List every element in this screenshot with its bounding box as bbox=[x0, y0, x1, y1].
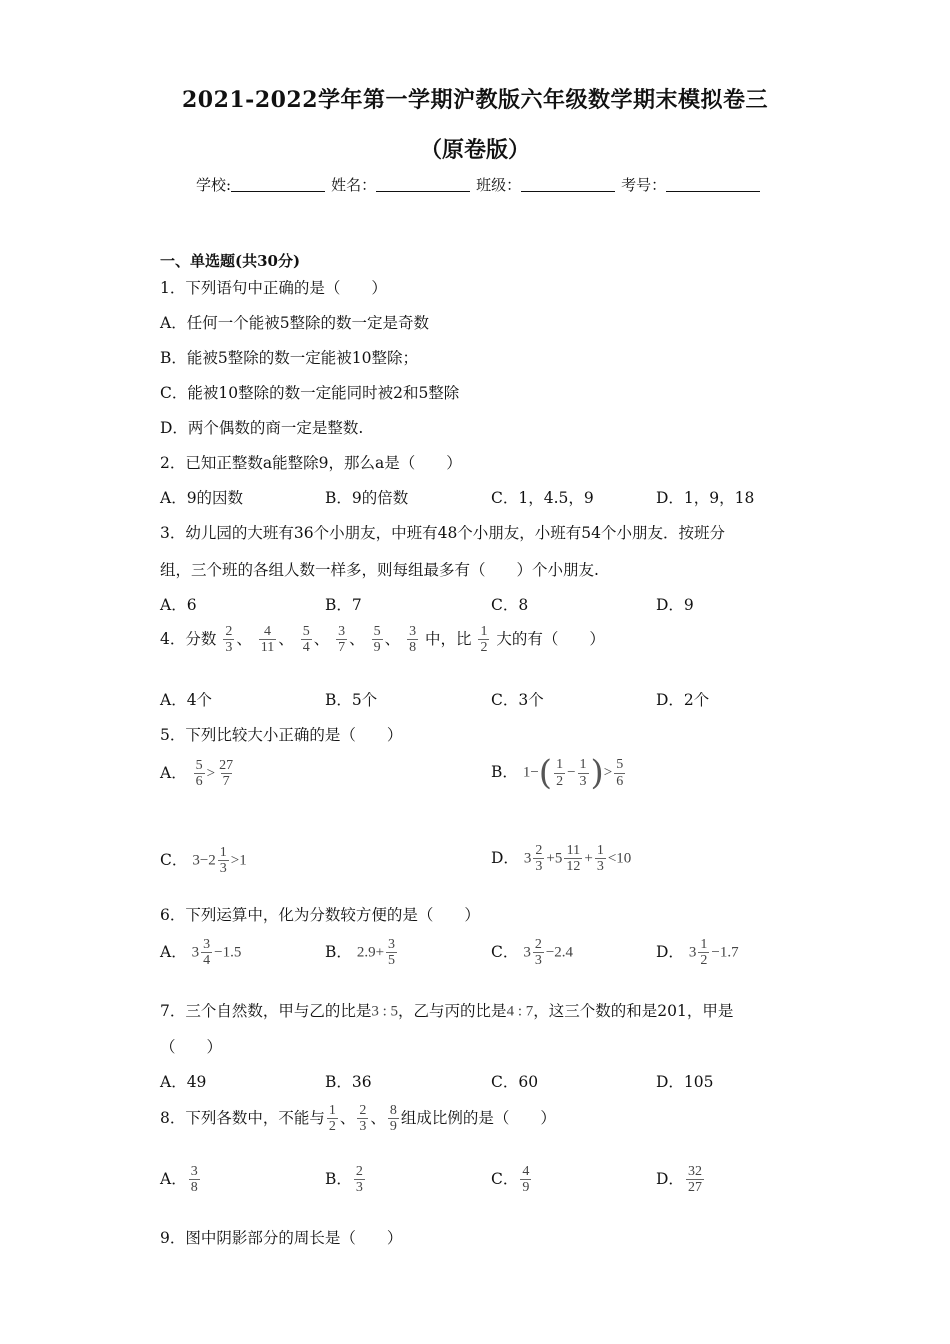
q3-option-c: C．8 bbox=[491, 596, 529, 614]
fraction: $\frac{8}{9}$ bbox=[389, 1103, 397, 1135]
fraction: $\frac{1}{2}$ bbox=[328, 1103, 336, 1135]
q7-option-b: B．36 bbox=[325, 1073, 372, 1091]
number-blank[interactable] bbox=[666, 177, 760, 192]
q6-option-d: D． 3 $\frac{1}{2}$ −1.7 bbox=[656, 937, 739, 969]
q5-option-d: D． 3 $\frac{2}{3}$ +5 $\frac{11}{12}$ + $\frac{1}{3}$ <10 bbox=[491, 843, 632, 875]
q4-fraction: $\frac{3}{7}$ bbox=[338, 624, 346, 656]
q2-option-b: B．9的倍数 bbox=[325, 489, 409, 507]
q2-stem: 2．已知正整数a能整除9，那么a是（ ） bbox=[160, 454, 462, 472]
q2-option-d: D．1，9，18 bbox=[656, 489, 755, 507]
q7-option-d: D．105 bbox=[656, 1073, 714, 1091]
q4-option-c: C．3个 bbox=[491, 691, 544, 709]
name-label: 姓名： bbox=[331, 176, 377, 194]
q6-option-c: C． 3 $\frac{2}{3}$ −2.4 bbox=[491, 937, 574, 969]
q4-fraction: $\frac{3}{8}$ bbox=[409, 624, 417, 656]
fraction: $\frac{1}{3}$ bbox=[596, 843, 604, 875]
q5-option-a: A． $\frac{5}{6}$ > $\frac{27}{7}$ bbox=[160, 758, 234, 790]
q4-option-b: B．5个 bbox=[325, 691, 378, 709]
q6-option-b: B． 2.9+ $\frac{3}{5}$ bbox=[325, 937, 396, 969]
q4-fraction: $\frac{2}{3}$ bbox=[225, 624, 233, 656]
q2-option-a: A．9的因数 bbox=[160, 489, 244, 507]
q1-option-b: B．能被5整除的数一定能被10整除； bbox=[160, 349, 418, 367]
student-info-line bbox=[196, 174, 766, 195]
fraction: $\frac{2}{3}$ bbox=[355, 1164, 363, 1196]
q4-fraction: $\frac{4}{11}$ bbox=[260, 624, 275, 656]
q8-option-a: A． $\frac{3}{8}$ bbox=[160, 1164, 198, 1196]
q4-option-d: D．2个 bbox=[656, 691, 710, 709]
fraction: $\frac{4}{9}$ bbox=[522, 1164, 530, 1196]
ratio: 3 : 5 bbox=[371, 1003, 399, 1020]
fraction: $\frac{2}{3}$ bbox=[535, 843, 543, 875]
fraction: $\frac{2}{3}$ bbox=[359, 1103, 367, 1135]
school-blank[interactable] bbox=[231, 177, 325, 192]
fraction: $\frac{32}{27}$ bbox=[687, 1164, 702, 1196]
q9-stem: 9．图中阴影部分的周长是（ ） bbox=[160, 1229, 403, 1247]
fraction: $\frac{27}{7}$ bbox=[219, 758, 234, 790]
q3-stem-line1: 3．幼儿园的大班有36个小朋友，中班有48个小朋友，小班有54个小朋友．按班分 bbox=[160, 524, 726, 542]
fraction: $\frac{1}{2}$ bbox=[700, 937, 708, 969]
q5-stem: 5．下列比较大小正确的是（ ） bbox=[160, 726, 403, 744]
q1-stem: 1．下列语句中正确的是（ ） bbox=[160, 279, 387, 297]
q3-stem-line2: 组，三个班的各组人数一样多，则每组最多有（ ）个小朋友. bbox=[160, 561, 599, 579]
section-heading: 一、单选题(共30分) bbox=[160, 252, 301, 270]
ratio: 4 : 7 bbox=[506, 1003, 534, 1020]
fraction: $\frac{3}{8}$ bbox=[190, 1164, 198, 1196]
q3-option-d: D．9 bbox=[656, 596, 694, 614]
q7-option-a: A．49 bbox=[160, 1073, 207, 1091]
fraction: $\frac{11}{12}$ bbox=[566, 843, 581, 875]
fraction: $\frac{3}{5}$ bbox=[388, 937, 396, 969]
school-label: 学校: bbox=[196, 176, 232, 194]
q8-option-d: D． $\frac{32}{27}$ bbox=[656, 1164, 702, 1196]
q5-option-c: C． 3−2 $\frac{1}{3}$ >1 bbox=[160, 845, 247, 877]
q7-option-c: C．60 bbox=[491, 1073, 539, 1091]
fraction: $\frac{1}{3}$ bbox=[579, 757, 587, 789]
q4-mid: 中，比 bbox=[425, 629, 472, 648]
name-blank[interactable] bbox=[376, 177, 470, 192]
q4-fraction: $\frac{5}{4}$ bbox=[302, 624, 310, 656]
fraction: $\frac{1}{2}$ bbox=[556, 757, 564, 789]
q4-option-a: A．4个 bbox=[160, 691, 213, 709]
q4-half-fraction: $\frac{1}{2}$ bbox=[480, 624, 488, 656]
q1-option-d: D．两个偶数的商一定是整数. bbox=[160, 419, 364, 437]
q3-option-a: A．6 bbox=[160, 596, 197, 614]
q6-stem: 6．下列运算中，化为分数较方便的是（ ） bbox=[160, 906, 480, 924]
exam-title: 2021-2022学年第一学期沪教版六年级数学期末模拟卷三 bbox=[181, 87, 769, 113]
q4-prefix: 4．分数 bbox=[160, 629, 217, 648]
fraction: $\frac{5}{6}$ bbox=[616, 757, 624, 789]
class-label: 班级： bbox=[476, 176, 522, 194]
q6-option-a: A． 3 $\frac{3}{4}$ −1.5 bbox=[160, 937, 242, 969]
q7-stem-line1: 7．三个自然数，甲与乙的比是3 : 5，乙与丙的比是4 : 7，这三个数的和是201，甲是 bbox=[160, 1002, 734, 1020]
q4-stem: 4．分数 $\frac{2}{3}$ 、 $\frac{4}{11}$ 、 $\frac{5}{4}$ 、 $\frac{3}{7}$ 、 $\frac{5}{9}$ 、 $\frac{3}{8}$ 中，比 $\frac{1}{2}$ 大的有（ ） bbox=[160, 624, 605, 656]
q8-option-c: C． $\frac{4}{9}$ bbox=[491, 1164, 530, 1196]
class-blank[interactable] bbox=[521, 177, 615, 192]
exam-subtitle: （原卷版） bbox=[419, 137, 530, 163]
q4-suffix: 大的有（ ） bbox=[496, 629, 605, 648]
q5-option-b: B． 1−( $\frac{1}{2}$ − $\frac{1}{3}$ )> $\frac{5}{6}$ bbox=[491, 753, 624, 793]
q3-option-b: B．7 bbox=[325, 596, 362, 614]
number-label: 考号： bbox=[621, 176, 667, 194]
q4-fraction: $\frac{5}{9}$ bbox=[373, 624, 381, 656]
fraction: $\frac{5}{6}$ bbox=[195, 758, 203, 790]
q8-stem: 8．下列各数中，不能与 $\frac{1}{2}$ 、 $\frac{2}{3}$ 、 $\frac{8}{9}$ 组成比例的是（ ） bbox=[160, 1103, 556, 1135]
q1-option-a: A．任何一个能被5整除的数一定是奇数 bbox=[160, 314, 430, 332]
fraction: $\frac{2}{3}$ bbox=[534, 937, 542, 969]
q8-option-b: B． $\frac{2}{3}$ bbox=[325, 1164, 363, 1196]
q2-option-c: C．1，4.5，9 bbox=[491, 489, 594, 507]
fraction: $\frac{3}{4}$ bbox=[203, 937, 211, 969]
fraction: $\frac{1}{3}$ bbox=[219, 845, 227, 877]
q1-option-c: C．能被10整除的数一定能同时被2和5整除 bbox=[160, 384, 460, 402]
q7-stem-line2: （ ） bbox=[160, 1038, 223, 1056]
